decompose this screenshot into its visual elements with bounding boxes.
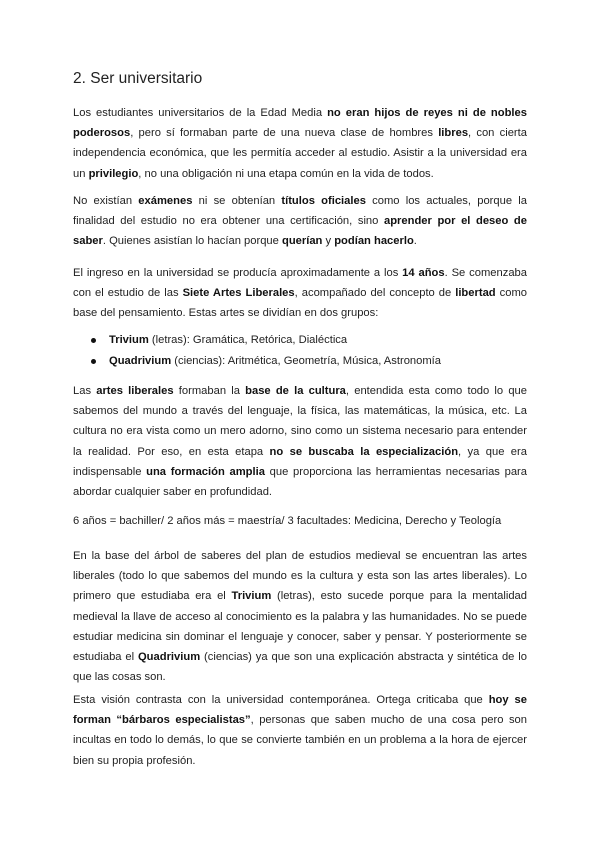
section-title: 2. Ser universitario (73, 70, 203, 87)
text-run: , personas que saben mucho de una cosa pero son incultas en todo lo demás, lo que se convierte también en un problema a la hora de ejercer bien su propia profesión. (73, 714, 527, 767)
text-run: que proporciona las herramientas necesarias para abordar cualquier saber en profundidad. (73, 465, 527, 499)
text-run: formaban la (173, 385, 246, 397)
bold-text: una formación amplia (146, 465, 265, 478)
bold-text: libres (438, 127, 469, 140)
text-run: . (413, 235, 417, 248)
paragraph-contemporary (73, 690, 527, 771)
bold-text: no eran hijos de reyes ni de nobles poderosos (73, 107, 527, 140)
text-run: . Quienes asistían lo hacían porque (102, 235, 282, 248)
bold-text: base de la cultura (245, 385, 346, 397)
bold-text: Quadrivium (109, 355, 172, 367)
bold-text: podían hacerlo (334, 235, 414, 248)
bold-text: libertad (455, 287, 496, 300)
bold-text: aprender por el deseo de saber (73, 215, 527, 248)
bullet-icon (91, 359, 96, 364)
text-run: Las (73, 385, 97, 397)
liberal-arts-list (73, 330, 527, 372)
paragraph-students (73, 103, 527, 184)
bold-text: Trivium (231, 590, 272, 603)
text-run: En la base del árbol de saberes del plan de estudios medieval se encuentran las artes liberales (todo lo que sabemos del mundo es la cultura y esta son las artes liberales). Lo primero que estudiaba era el (73, 550, 527, 603)
text-run: ni se obtenían (192, 195, 282, 207)
bold-text: querían (281, 235, 323, 248)
text-run: (ciencias) ya que son una explicación abstracta y sintética de lo que las cosas son. (73, 651, 527, 684)
bold-text: exámenes (138, 195, 193, 207)
text-run: (letras), esto sucede porque para la mentalidad medieval la llave de acceso al conocimiento es la palabra y las humanidades. No se puede estudiar medicina sin dominar el lenguaje y conocer, saber y pensar. Y posteriormente se estudiaba el (73, 590, 528, 664)
bold-text: títulos oficiales (281, 195, 366, 207)
text-run: (ciencias): Aritmética, Geometría, Música, Astronomía (171, 355, 442, 367)
paragraph-exams (73, 191, 527, 252)
degrees-line: 6 años = bachiller/ 2 años más = maestría/ 3 facultades: Medicina, Derecho y Teología (73, 515, 502, 527)
text-run: , no una obligación ni una etapa común en la vida de todos. (138, 167, 434, 180)
bold-text: privilegio (88, 167, 139, 180)
text-run: Esta visión contrasta con la universidad contemporánea. Ortega criticaba que (73, 694, 489, 706)
text-run: El ingreso en la universidad se producía aproximadamente a los (73, 267, 403, 279)
bold-text: 14 años (402, 267, 445, 279)
paragraph-liberal-arts (73, 381, 527, 502)
text-run: Los estudiantes universitarios de la Edad Media (73, 107, 328, 119)
list-item-trivium (73, 330, 527, 351)
bold-text: Quadrivium (137, 651, 201, 664)
bold-text: no se buscaba la especialización (269, 445, 459, 458)
text-run: como base del pensamiento. Estas artes se dividían en dos grupos: (73, 287, 527, 320)
text-run: , pero sí formaban parte de una nueva clase de hombres (130, 127, 439, 140)
bold-text: hoy se forman “bárbaros especialistas” (73, 694, 527, 727)
bullet-icon (91, 338, 96, 343)
text-run: , ya que era indispensable (73, 445, 527, 478)
text-run: No existían (73, 195, 139, 207)
text-run: , acompañado del concepto de (294, 287, 456, 300)
text-run: y (322, 235, 335, 248)
text-run: , entendida esta como todo lo que sabemos del mundo a través del lenguaje, la física, las matemáticas, la música, etc. La cultura no era vista como un mero adorno, sino como un sistema necesario para entender la realidad. Por eso, en esta etapa (73, 385, 527, 458)
text-run: . Se comenzaba con el estudio de las (73, 267, 527, 300)
text-run: , con cierta independencia económica, que les permitía acceder al estudio. Asistir a la universidad era un (73, 127, 527, 180)
bold-text: Siete Artes Liberales (182, 287, 295, 300)
paragraph-knowledge-tree (73, 546, 527, 687)
list-item-quadrivium (73, 351, 527, 372)
bold-text: artes liberales (96, 385, 174, 397)
bold-text: Trivium (109, 334, 149, 346)
text-run: (letras): Gramática, Retórica, Dialéctica (148, 334, 348, 346)
paragraph-admission (73, 263, 527, 324)
text-run: como los actuales, porque la finalidad del estudio no era obtener una certificación, sino (73, 195, 527, 228)
